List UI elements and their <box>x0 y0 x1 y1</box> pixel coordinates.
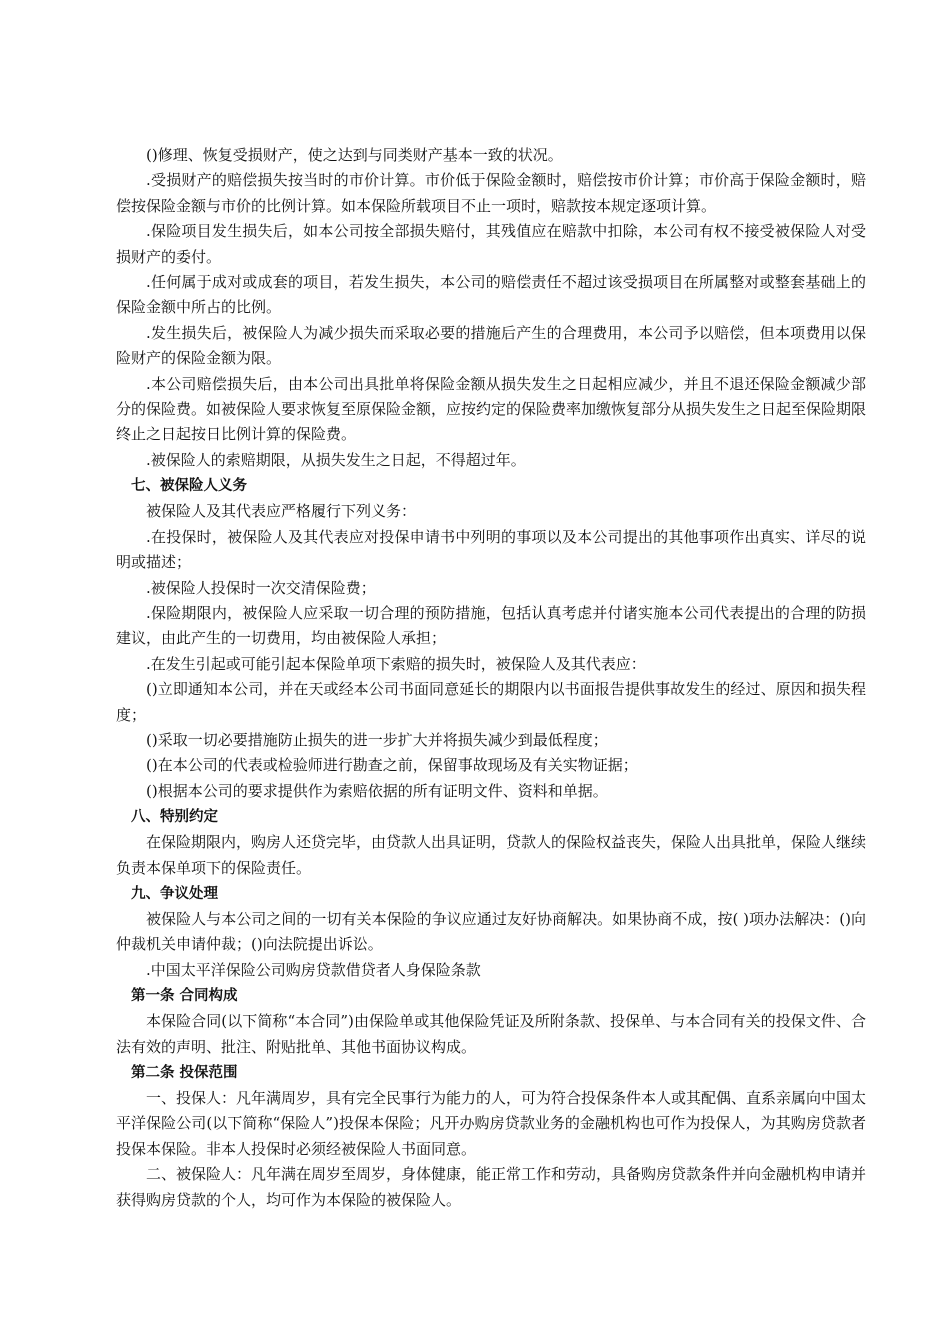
section-heading-dispute: 九、争议处理 <box>131 885 218 902</box>
paragraph: 被保险人与本公司之间的一切有关本保险的争议应通过友好协商解决。如果协商不成，按( )项办法解决：()向仲裁机关申请仲裁；()向法院提出诉讼。 <box>116 909 866 954</box>
paragraph: .被保险人投保时一次交清保险费； <box>146 578 376 597</box>
paragraph: ()采取一切必要措施防止损失的进一步扩大并将损失减少到最低程度； <box>146 730 608 749</box>
paragraph: 本保险合同(以下简称“本合同”)由保险单或其他保险凭证及所附条款、投保单、与本合同有关的投保文件、合法有效的声明、批注、附贴批单、其他书面协议构成。 <box>116 1012 866 1056</box>
paragraph: .在投保时，被保险人及其代表应对投保申请书中列明的事项以及本公司提出的其他事项作出真实、详尽的说明或描述； <box>116 527 866 572</box>
section-heading-obligations: 七、被保险人义务 <box>131 478 247 495</box>
paragraph: .受损财产的赔偿损失按当时的市价计算。市价低于保险金额时，赔偿按市价计算；市价高于保险金额时，赔偿按保险金额与市价的比例计算。如本保险所载项目不止一项时，赔款按本规定逐项计算。 <box>116 171 866 215</box>
paragraph: ()在本公司的代表或检验师进行勘查之前，保留事故现场及有关实物证据； <box>146 756 638 775</box>
paragraph: .发生损失后，被保险人为减少损失而采取必要的措施后产生的合理费用，本公司予以赔偿，但本项费用以保险财产的保险金额为限。 <box>116 323 866 368</box>
paragraph: 一、投保人：凡年满周岁，具有完全民事行为能力的人，可为符合投保条件本人或其配偶、直系亲属向中国太平洋保险公司(以下简称“保险人”)投保本保险；凡开办购房贷款业务的金融机构也可作为投保人，为其购房贷款者投保本保险。非本人投保时必须经被保险人书面同意。 <box>116 1089 867 1158</box>
paragraph: .本公司赔偿损失后，由本公司出具批单将保险金额从损失发生之日起相应减少，并且不退还保险金额减少部分的保险费。如被保险人要求恢复至原保险金额，应按约定的保险费率加缴恢复部分从损失发生之日起至保险期限终止之日起按日比例计算的保险费。 <box>116 374 867 444</box>
section-heading-special-terms: 八、特别约定 <box>131 809 218 826</box>
paragraph: ()根据本公司的要求提供作为索赔依据的所有证明文件、资料和单据。 <box>146 781 608 800</box>
paragraph: .在发生引起或可能引起本保险单项下索赔的损失时，被保险人及其代表应： <box>146 654 646 673</box>
paragraph: .任何属于成对或成套的项目，若发生损失，本公司的赔偿责任不超过该受损项目在所属整对或整套基础上的保险金额中所占的比例。 <box>116 273 866 317</box>
paragraph: .被保险人的索赔期限，从损失发生之日起，不得超过年。 <box>146 450 526 469</box>
document-body <box>116 143 866 1213</box>
paragraph: 被保险人及其代表应严格履行下列义务： <box>146 502 417 521</box>
paragraph: ()修理、恢复受损财产，使之达到与同类财产基本一致的状况。 <box>146 146 563 164</box>
paragraph: .保险期限内，被保险人应采取一切合理的预防措施，包括认真考虑并付诸实施本公司代表提出的合理的防损建议，由此产生的一切费用，均由被保险人承担； <box>116 603 866 648</box>
article-heading-contract: 第一条 合同构成 <box>131 988 238 1005</box>
paragraph: ()立即通知本公司，并在天或经本公司书面同意延长的期限内以书面报告提供事故发生的经过、原因和损失程度； <box>116 680 866 724</box>
article-heading-scope: 第二条 投保范围 <box>131 1065 238 1081</box>
paragraph: 二、被保险人：凡年满在周岁至周岁，身体健康，能正常工作和劳动，具备购房贷款条件并向金融机构申请并获得购房贷款的个人，均可作为本保险的被保险人。 <box>116 1165 867 1209</box>
paragraph: 在保险期限内，购房人还贷完毕，由贷款人出具证明，贷款人的保险权益丧失，保险人出具批单，保险人继续负责本保单项下的保险责任。 <box>116 833 867 877</box>
paragraph: .保险项目发生损失后，如本公司按全部损失赔付，其残值应在赔款中扣除，本公司有权不接受被保险人对受损财产的委付。 <box>116 222 866 266</box>
paragraph: .中国太平洋保险公司购房贷款借贷者人身保险条款 <box>146 960 481 979</box>
